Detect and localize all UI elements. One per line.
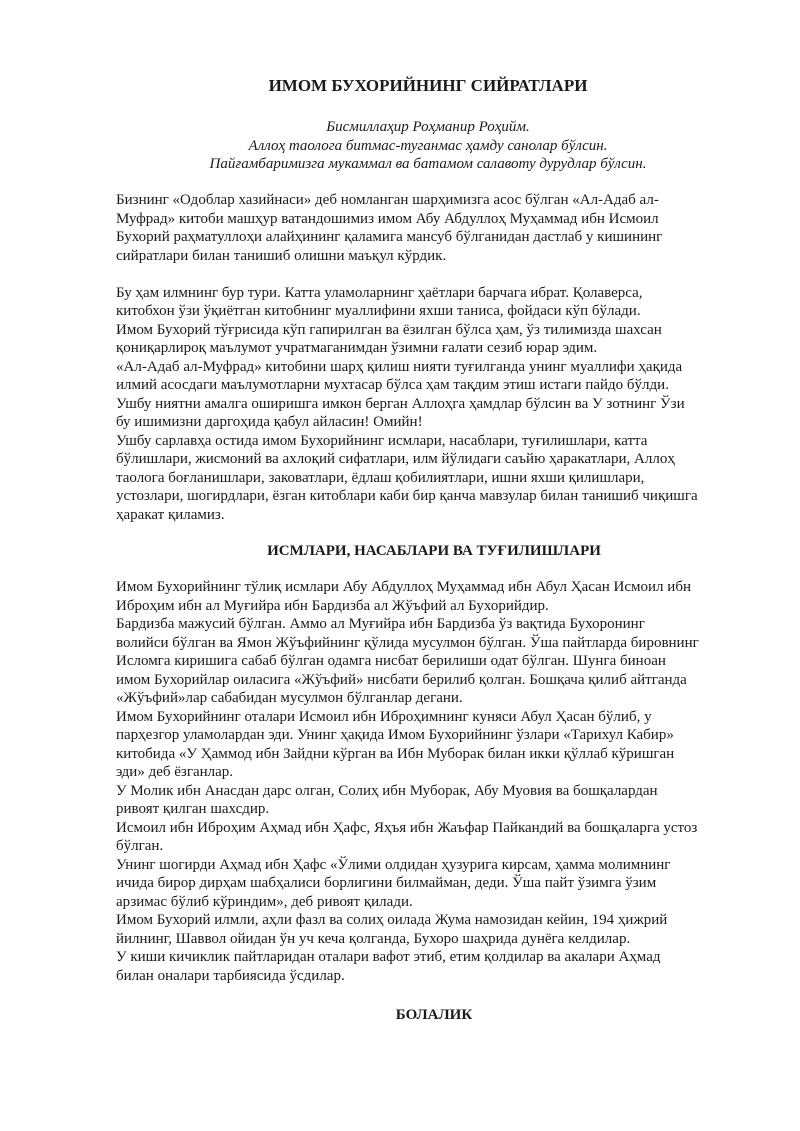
paragraph-2	[116, 284, 752, 525]
text-line: Унинг шогирди Аҳмад ибн Ҳафс «Ўлими олдидан ҳузурига кирсам, ҳамма молимнинг	[116, 856, 671, 873]
section-names-body	[116, 578, 752, 985]
text-line: Имом Бухорий тўғрисида кўп гапирилган ва ёзилган бўлса ҳам, ўз тилимизда шахсан	[116, 321, 662, 338]
basmala-block	[0, 118, 800, 174]
text-line: китобида «У Ҳаммод ибн Зайдни кўрган ва Ибн Муборак билан икки қўллаб кўришган	[116, 745, 675, 762]
text-line: эди» деб ёзганлар.	[116, 764, 234, 780]
text-line: Исломга киришига сабаб бўлган одамга нисбат берилиши одат бўлган. Шунга биноан	[116, 653, 666, 669]
text-line: бўлган.	[116, 838, 164, 854]
basmala-line: Бисмиллаҳир Роҳманир Роҳийм.	[326, 119, 530, 135]
text-line: арзимас бўлиб кўриндим», деб ривоят қилади.	[116, 893, 413, 910]
text-line: билан оналари тарбиясида ўсдилар.	[116, 967, 345, 984]
text-line: ичида бирор дирҳам шабҳалиси борлигини билмайман, деди. Ўша пайт ўзимга ўзим	[116, 875, 657, 891]
text-line: Ушбу сарлавҳа остида имом Бухорийнинг исмлари, насаблари, туғилишлари, катта	[116, 432, 648, 449]
section-heading-childhood: БОЛАЛИК	[395, 1007, 473, 1023]
text-line: парҳезгор уламолардан эди. Унинг ҳақида Имом Бухорийнинг ўзлари «Тарихул Кабир»	[116, 727, 674, 743]
document-title: ИМОМ БУХОРИЙНИНГ СИЙРАТЛАРИ	[268, 76, 588, 95]
text-line: Имом Бухорийнинг тўлиқ исмлари Абу Абдуллоҳ Муҳаммад ибн Абул Ҳасан Исмоил ибн	[116, 579, 691, 595]
text-line: ҳаракат қиламиз.	[116, 506, 225, 523]
text-line: волийси бўлган ва Ямон Жўъфийнинг қўлида мусулмон бўлган. Ўша пайтларда бировнинг	[116, 634, 699, 651]
text-line: Бу ҳам илмнинг бур тури. Катта уламоларнинг ҳаётлари барчага ибрат. Қолаверса,	[116, 284, 643, 301]
text-line: У Молик ибн Анасдан дарс олган, Солиҳ ибн Муборак, Абу Муовия ва бошқалардан	[116, 782, 658, 799]
text-line: йилнинг, Шаввол ойидан ўн уч кеча қолганда, Бухоро шаҳрида дунёга келдилар.	[116, 930, 631, 947]
text-line: Имом Бухорийнинг оталари Исмоил ибн Иброҳимнинг куняси Абул Ҳасан бўлиб, у	[116, 708, 652, 725]
basmala-line: Пайғамбаримизга мукаммал ва батамом салавоту дурудлар бўлсин.	[209, 156, 647, 172]
text-line: устозлари, шогирдлари, ёзган китоблари каби бир қанча мавзулар билан танишиб чиқишга	[116, 488, 698, 504]
document-body	[116, 191, 752, 1042]
basmala-line: Аллоҳ таолога битмас-туганмас ҳамду санолар бўлсин.	[248, 137, 608, 154]
text-line: ривоят қилган шахсдир.	[116, 801, 270, 817]
text-line: қониқарлироқ маълумот учратмаганимдан ўзимни ғалати сезиб юрар эдим.	[116, 340, 598, 356]
text-line: Бухорий раҳматуллоҳи алайҳининг қаламига мансуб бўлганидан дастлаб у кишининг	[116, 229, 663, 245]
text-line: бу ишимизни даргоҳида қабул айласин! Омийн!	[116, 414, 423, 430]
text-line: «Жўъфий»лар сабабидан мусулмон бўлганлар дегани.	[116, 690, 463, 706]
text-line: имом Бухорийлар оиласига «Жўъфий» нисбати берилиб қолган. Бошқача қилиб айтганда	[116, 671, 687, 688]
text-line: «Ал-Адаб ал-Муфрад» китобини шарҳ қилиш нияти туғилганда унинг муаллифи ҳақида	[116, 358, 683, 375]
text-line: китобхон ўзи ўқиётган китобнинг муаллифини яхши таниса, фойдаси кўп бўлади.	[116, 303, 641, 319]
text-line: бўлишлари, жисмоний ва ахлоқий сифатлари, илм йўлидаги саъйю ҳаракатлари, Аллоҳ	[116, 451, 675, 467]
text-line: Ушбу ниятни амалга оширишга имкон берган Аллоҳга ҳамдлар бўлсин ва У зотнинг Ўзи	[116, 395, 685, 412]
text-line: Имом Бухорий илмли, аҳли фазл ва солиҳ оилада Жума намозидан кейин, 194 ҳижрий	[116, 912, 668, 928]
text-line: Иброҳим ибн ал Муғийра ибн Бардизба ал Жўъфий ал Бухорийдир.	[116, 597, 549, 614]
text-line: Бардизба мажусий бўлган. Аммо ал Муғийра ибн Бардизба ўз вақтида Бухоронинг	[116, 616, 645, 632]
text-line: сийратлари билан танишиб олишни маъқул кўрдик.	[116, 247, 447, 264]
text-line: Бизнинг «Одоблар хазийнаси» деб номланган шарҳимизга асос бўлган «Ал-Адаб ал-	[116, 192, 659, 208]
section-heading-names: ИСМЛАРИ, НАСАБЛАРИ ВА ТУҒИЛИШЛАРИ	[267, 543, 601, 559]
text-line: илмий асосдаги маълумотларни мухтасар бўлса ҳам тақдим этиш истаги пайдо бўлди.	[116, 377, 669, 393]
text-line: таолога боғланишлари, заковатлари, ёдлаш қобилиятлари, ишни яхши қилишлари,	[116, 469, 645, 486]
text-line: У киши кичиклик пайтларидан оталари вафот этиб, етим қолдилар ва акалари Аҳмад	[116, 949, 661, 965]
text-line: Исмоил ибн Иброҳим Аҳмад ибн Ҳафс, Яҳъя ибн Жаъфар Пайкандий ва бошқаларга устоз	[116, 819, 698, 836]
intro-paragraph	[116, 191, 752, 265]
text-line: Муфрад» китоби машҳур ватандошимиз имом Абу Абдуллоҳ Муҳаммад ибн Исмоил	[116, 210, 659, 227]
